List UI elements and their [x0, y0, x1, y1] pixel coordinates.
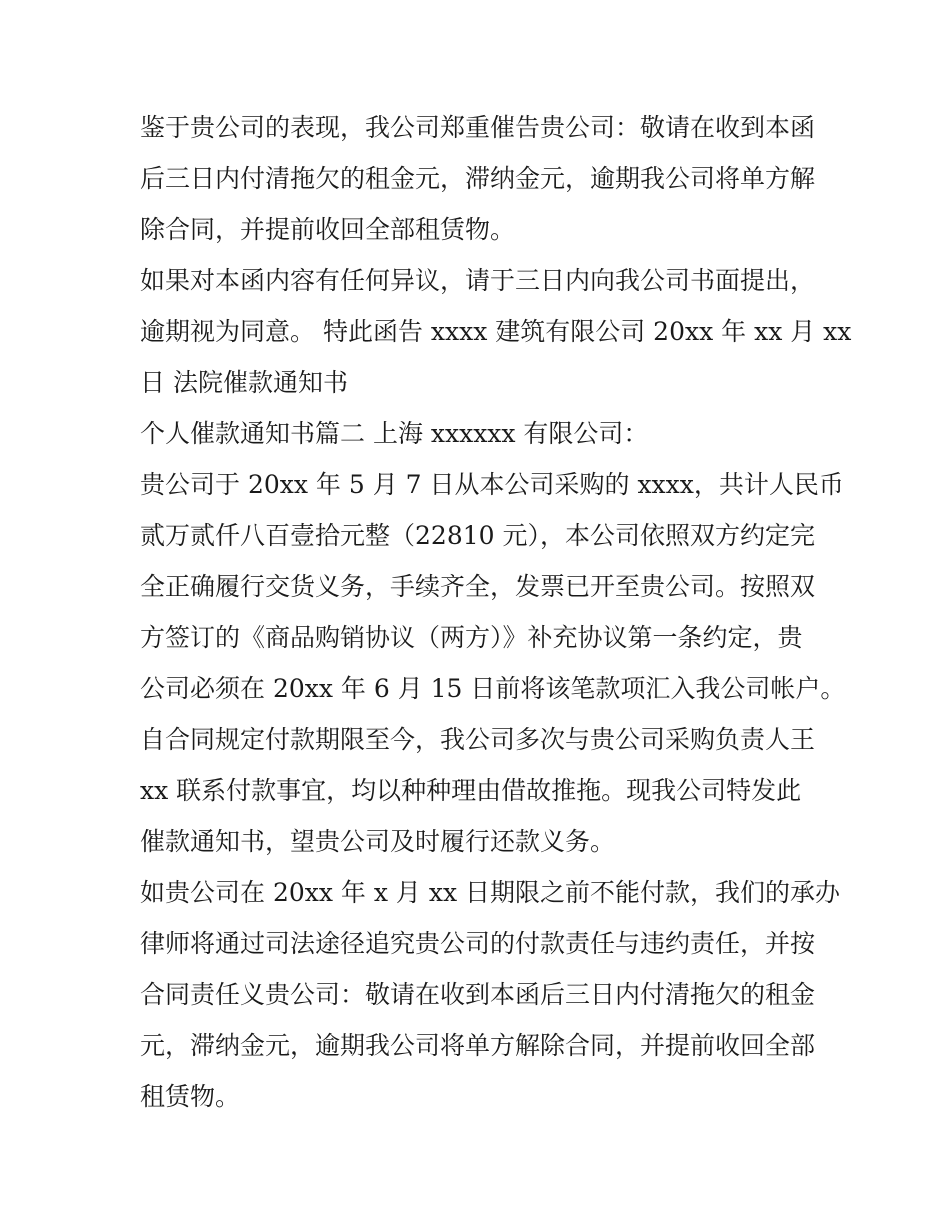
text-line-16: 如贵公司在 20xx 年 x 月 xx 日期限之前不能付款，我们的承办 — [140, 878, 840, 907]
text-line-13: 自合同规定付款期限至今，我公司多次与贵公司采购负责人王 — [140, 725, 816, 754]
text-line-19: 元，滞纳金元，逾期我公司将单方解除合同，并提前收回全部 — [140, 1031, 816, 1060]
text-line-5: 逾期视为同意。 特此函告 xxxx 建筑有限公司 20xx 年 xx 月 xx — [140, 317, 852, 346]
text-line-18: 合同责任义贵公司：敬请在收到本函后三日内付清拖欠的租金 — [140, 980, 816, 1009]
document-body — [140, 102, 852, 1122]
text-line-4: 如果对本函内容有任何异议，请于三日内向我公司书面提出， — [140, 266, 816, 295]
text-line-3: 除合同，并提前收回全部租赁物。 — [140, 215, 516, 244]
text-line-14: xx 联系付款事宜，均以种种理由借故推拖。现我公司特发此 — [140, 776, 802, 805]
text-line-20: 租赁物。 — [140, 1082, 241, 1111]
text-line-12: 公司必须在 20xx 年 6 月 15 日前将该笔款项汇入我公司帐户。 — [140, 674, 846, 703]
text-line-2: 后三日内付清拖欠的租金元，滞纳金元，逾期我公司将单方解 — [140, 164, 816, 193]
text-line-8: 贵公司于 20xx 年 5 月 7 日从本公司采购的 xxxx，共计人民币 — [140, 470, 844, 499]
text-line-17: 律师将通过司法途径追究贵公司的付款责任与违约责任，并按 — [140, 929, 816, 958]
text-line-7: 个人催款通知书篇二 上海 xxxxxx 有限公司： — [140, 419, 649, 448]
text-line-15: 催款通知书，望贵公司及时履行还款义务。 — [140, 827, 616, 856]
text-line-6: 日 法院催款通知书 — [140, 368, 348, 397]
text-line-9: 贰万贰仟八百壹拾元整（22810 元），本公司依照双方约定完 — [140, 521, 815, 550]
text-line-11: 方签订的《商品购销协议（两方）》补充协议第一条约定，贵 — [140, 623, 803, 652]
text-line-1: 鉴于贵公司的表现，我公司郑重催告贵公司：敬请在收到本函 — [140, 113, 816, 142]
text-line-10: 全正确履行交货义务，手续齐全，发票已开至贵公司。按照双 — [140, 572, 816, 601]
